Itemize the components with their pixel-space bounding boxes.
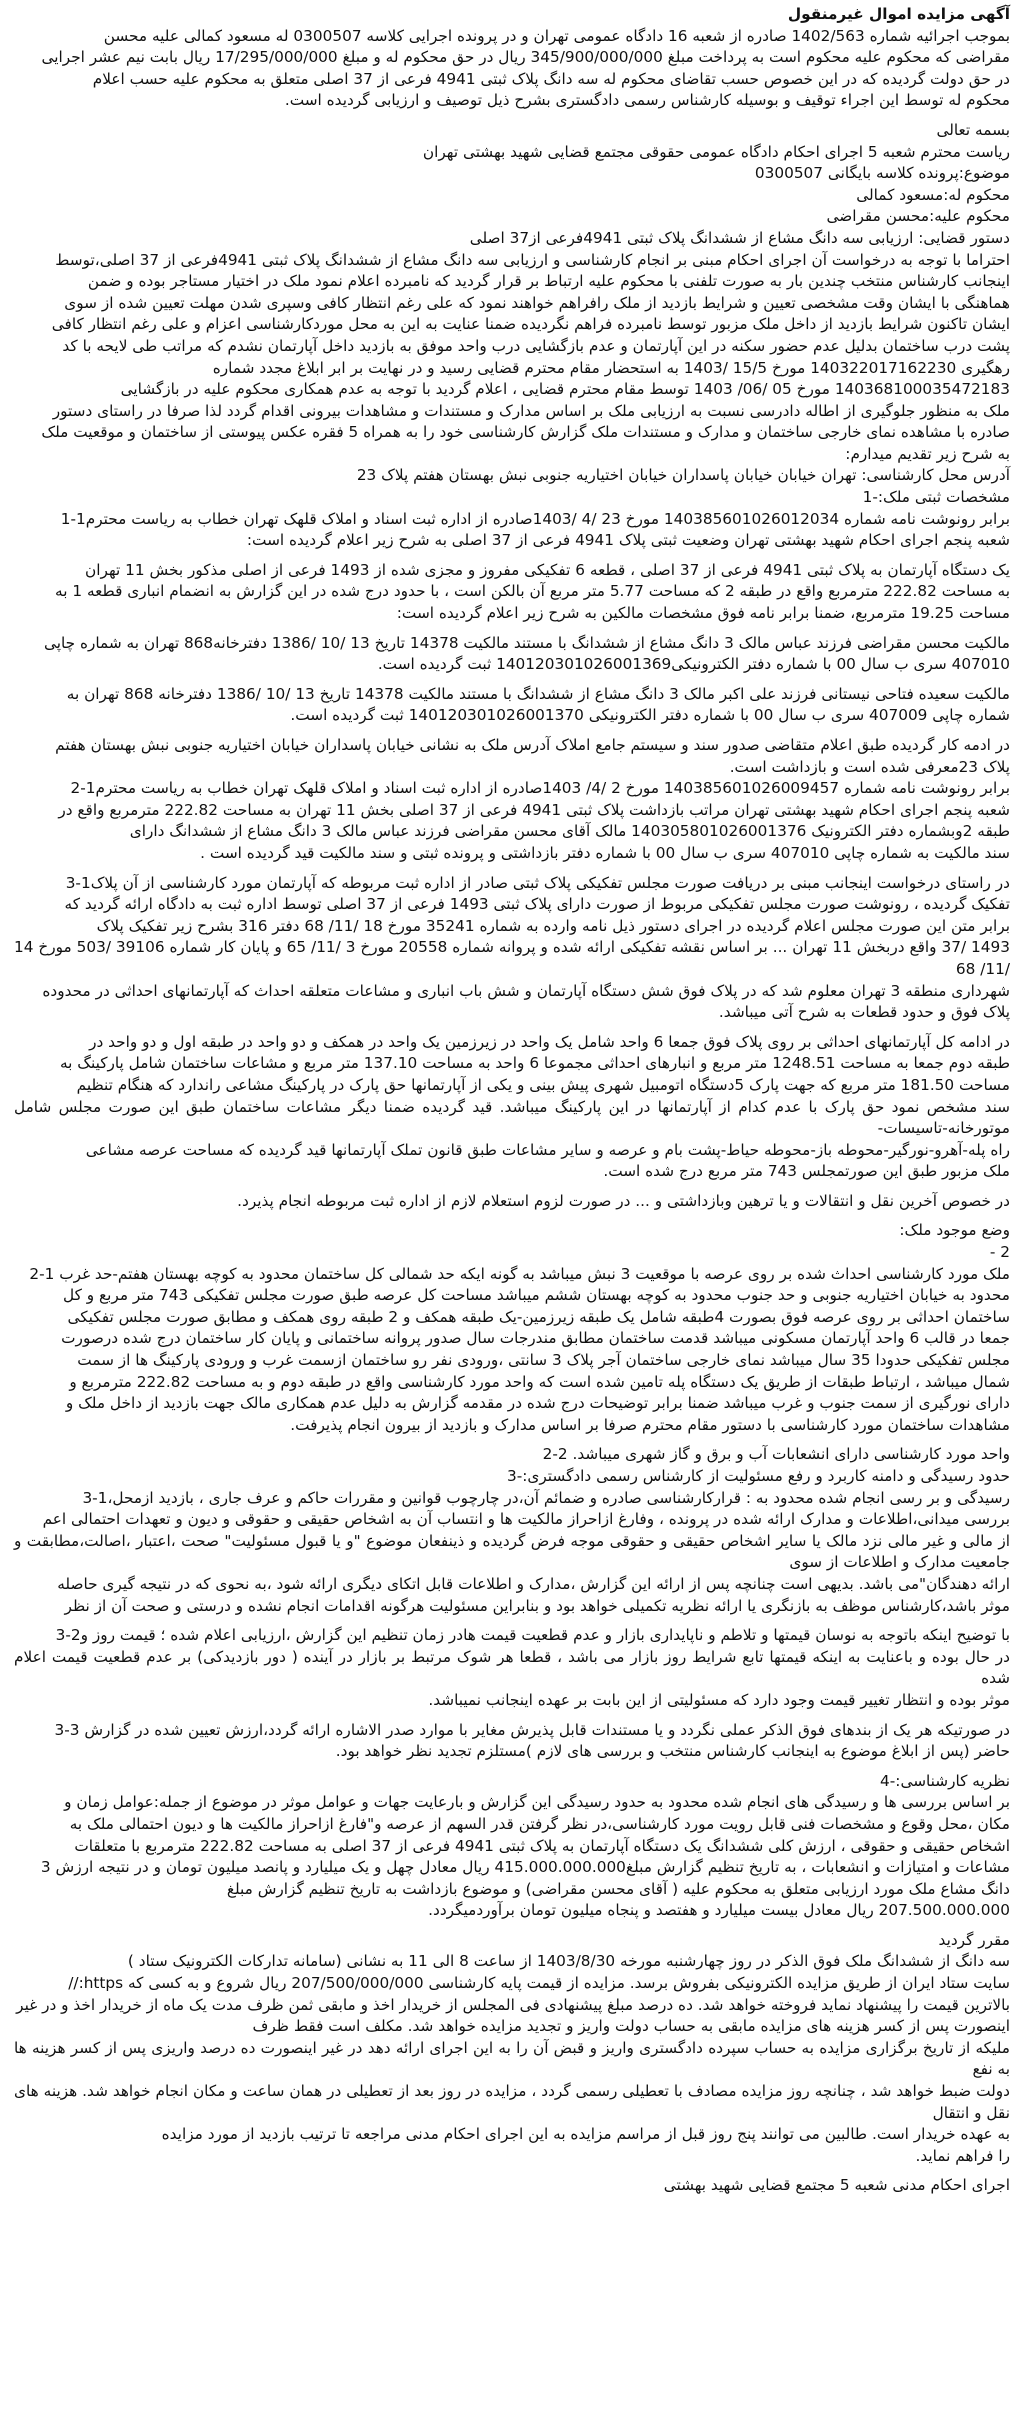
body-line: ملیکه از تاریخ برگزاری مزایده به حساب سپرده دادگستری واریز و قبض آن را به این اجرای ارائه دهد در غیر اینصورت ده درصد واریزی پس از کسر هزینه ها به نفع <box>14 2038 1010 2079</box>
body-line: موثر باشد،کارشناس موظف به بازنگری یا ارائه نظریه تکمیلی خواهد بود و بنابراین مسئولیت هرگونه اقدامات انجام نشده و درستی و صحت آن از نظر <box>64 1596 1010 1615</box>
body-line: شمال میباشد ، ارتباط طبقات از طریق یک دستگاه پله تامین شده است که واحد مورد کارشناسی واقع در طبقه دوم و به مساحت 222.82 مترمربع و <box>69 1372 1010 1391</box>
body-line: ملک مورد کارشناسی احداث شده بر روی عرصه با موقعیت 3 نبش میباشد به گونه ایکه حد شمالی کل ساختمان محدود به کوچه بهستان هفتم-حد غرب 1-2 <box>29 1264 1010 1283</box>
body-line: شماره چاپی 407009 سری ب سال 00 با شماره دفتر الکترونیکی 140120301026001370 ثبت گردیده است. <box>290 706 1010 725</box>
body-line: شعبه پنجم اجرای احکام شهید بهشتی تهران وضعیت ثبتی پلاک 4941 فرعی از 37 اصلی به شرح زیر اعلام گردیده است: <box>246 531 1010 550</box>
body-line: سند مشخص نمود حق پارک با عدم کدام از آپارتمانها در این پارکینگ میباشد. قید گردیده ضمنا دیگر مشاعات ساختمان طبق این صورت مجلس شامل موتورخانه-تاسیسات- <box>14 1097 1010 1138</box>
body-line: در حال بوده و باعنایت به اینکه قیمتها تابع شرایط روز بازار می باشد ، قطعا هر شوک مرتبط بر بازار در آینده ( دور بازدیدکی) بر عدم قطعیت قیمت اعلام شده <box>14 1647 1010 1688</box>
body-line: به شرح زیر تقدیم میدارم: <box>845 444 1010 463</box>
body-line: 2 - <box>989 1243 1010 1262</box>
body-line: جمعا در قالب 6 واحد آپارتمان مسکونی میباشد قدمت ساختمان مطابق مندرجات سال صدور پروانه ساختمانی و پایان کار ساختمان درج شده درصورت <box>61 1329 1010 1348</box>
paragraph-gap <box>14 1922 1010 1930</box>
body-line: از مالی و غیر مالی نزد مالک یا سایر اشخاص حقیقی و حقوقی موجه فرض گردیده و ذینفعان موضوع "و یا قبول مسئولیت" صحت ،اعتبار ،اصالت،مطابقت و جامعیت مدارک و اطلاعات از سوی <box>14 1531 1010 1572</box>
body-line: حاضر (پس از ابلاغ موضوع به اینجانب کارشناس منتخب و بررسی های لازم )مستلزم تجدید نظر خواهد بود. <box>335 1742 1010 1761</box>
body-line: مشخصات ثبتی ملک:-1 <box>862 488 1010 507</box>
body-line: بسمه تعالی <box>936 120 1010 139</box>
body-line: با توضیح اینکه باتوجه به نوسان قیمتها و تلاطم و ناپایداری بازار و عدم قطعیت قیمت هادر زمان تنظیم این گزارش ،ارزیابی اعلام شده ؛ قیمت روز و2-3 <box>55 1626 1010 1645</box>
body-line: ایشان تاکنون شرایط بازدید از داخل ملک مزبور توسط نامبرده فراهم نگردیده ضمنا عنایت به این به محل موردکارشناسی اعزام و علی رغم انتظار کافی <box>51 315 1010 334</box>
paragraph-gap <box>14 625 1010 633</box>
paragraph-gap <box>14 1436 1010 1444</box>
paragraph-gap <box>14 112 1010 120</box>
body-line: بالاترین قیمت را پیشنهاد نماید فروخته خواهد شد. ده درصد مبلغ پیشنهادی فی المجلس از خریدار اخذ و مابقی ثمن ظرف مدت یک ماه از خریدار اخذ و در غیر <box>16 1995 1010 2014</box>
body-line: رهگیری 140322017162230 مورخ 15/5 /1403 به استحضار مقام محترم قضایی رسید و در نهایت بر ابر ابلاغ مجدد شماره <box>212 358 1010 377</box>
body-line: 140368100035472183 مورخ 05 /06/ 1403 توسط مقام محترم قضایی ، اعلام گردید با توجه به عدم همکاری محکوم علیه در بازگشایی <box>120 380 1010 399</box>
body-line: تفکیک گردیده ، رونوشت صورت مجلس تفکیکی مربوط از صورت دارای پلاک ثبتی 1493 فرعی از 37 اصلی توسط اداره ثبت به دادگاه ارائه گردید که <box>64 895 1010 914</box>
body-line: ارائه دهندگان"می باشد. بدیهی است چنانچه پس از ارائه این گزارش ،مدارک و اطلاعات قابل اتکای دیگری ارائه شود ،به نحوی که در نتیجه گیری حاصله <box>57 1574 1010 1593</box>
body-line: سایت ستاد ایران از طریق مزایده الکترونیکی بفروش برسد. مزایده از قیمت پایه کارشناسی 207/500/000/000 ریال شروع و به کسی که https:// <box>68 1974 1010 1993</box>
body-line: بررسی میدانی،اطلاعات و مدارک ارائه شده در پرونده ، وفارغ ازاحراز مالکیت ها و انتساب آن به اشخاص حقیقی و حقوقی و دیون و تعهدات احتمالی اعم <box>42 1510 1010 1529</box>
body-line: اینصورت پس از کسر هزینه های مزایده مابقی به حساب دولت واریز و تجدید مزایده خواهد شد. مکلف است فقط ظرف <box>252 2017 1010 2036</box>
paragraph-gap <box>14 1212 1010 1220</box>
body-line: سند مالکیت به شماره چاپی 407010 سری ب سال 00 با شماره دفتر بازداشتی و پرونده ثبتی و سند مالکیت قید گردیده است . <box>200 843 1010 862</box>
body-line: موضوع:پرونده کلاسه بایگانی 0300507 <box>754 164 1010 183</box>
body-line: پشت درب ساختمان بدلیل عدم حضور سکنه در این آپارتمان و عدم بازگشایی درب واحد موفق به بازدید داخل آپارتمان نشدم که مراتب طی لایحه با کد <box>62 336 1010 355</box>
notice-title: آگهی مزایده اموال غیرمنقول <box>787 5 1010 23</box>
body-line: احتراما با توجه به درخواست آن اجرای احکام مبنی بر انجام کارشناسی و ارزیابی سه دانگ مشاع از ششدانگ پلاک ثبتی 4941فرعی از 37 اصلی،توسط <box>55 250 1010 269</box>
body-line: مقرر گردید <box>938 1930 1010 1949</box>
body-line: طبقه دوم جمعا به مساحت 1248.51 متر مربع و انبارهای احداثی مجموعا 6 واحد به مساحت 137.10 متر مربع و مشاعات ساختمان شامل پارکینگ به <box>59 1054 1010 1073</box>
body-line: 1493 /37 واقع دربخش 11 تهران ... بر اساس نقشه تفکیکی ارائه شده و پروانه شماره 20558 مورخ 3 /11/ 65 و پایان کار شماره 39106 /503 مورخ 14 /11/ 68 <box>14 938 1010 978</box>
paragraph-gap <box>14 2167 1010 2175</box>
body-line: در راستای درخواست اینجانب مبنی بر دریافت صورت مجلس تفکیکی پلاک ثبتی صادر از اداره ثبت مربوطه که آپارتمان مورد کارشناسی از آن پلاک1-3 <box>65 873 1010 892</box>
body-line: برابر رونوشت نامه شماره 140385601026009457 مورخ 2 /4/ 1403صادره از اداره ثبت اسناد و املاک قلهک تهران خطاب به ریاست محترم1-2 <box>70 779 1010 798</box>
body-line: دانگ مشاع ملک مورد ارزیابی متعلق به محکوم علیه ( آقای محسن مقراضی) و موضوع بازداشت به تاریخ تنظیم گزارش مبلغ <box>226 1879 1010 1898</box>
body-line: مساحت 181.50 متر مربع که جهت پارک 5دستگاه اتومبیل شهری پیش بینی و یکی از آپارتمانها حق پارک در پارکینگ مشاعی راندارد که هنگام تنظیم <box>76 1075 1010 1094</box>
body-line: به عهده خریدار است. طالبین می توانند پنج روز قبل از مراسم مزایده به این اجرای احکام مدنی مراجعه تا ترتیب بازدید از مورد مزایده <box>161 2125 1010 2144</box>
body-line: رسیدگی و بر رسی انجام شده محدود به : قرارکارشناسی صادره و ضمائم آن،در چارچوب قوانین و مقررات حاکم و عرف جاری ، بازدید ازمحل،1-3 <box>82 1488 1010 1507</box>
body-line: ساختمان احداثی بر روی عرصه فوق بصورت 4طبقه شامل یک طبقه زیرزمین-یک طبقه همکف و 2 طبقه روی همکف و مطابق صورت مجلس تفکیکی <box>67 1307 1010 1326</box>
body-line: محدود به خیابان اختیاریه جنوبی و حد جنوب محدود به کوچه بهستان ششم میباشد مساحت کل عرصه طبق صورت مجلس تفکیکی 743 متر مربع و کل <box>63 1286 1010 1305</box>
body-line: دارای نورگیری از سمت جنوب و غرب میباشد ضمنا برابر توضیحات درج شده در مقدمه گزارش به دلیل عدم همکاری مالک جهت بازدید از داخل ملک و <box>65 1394 1010 1413</box>
body-line: ملک مزبور طبق این صورتمجلس 743 متر مربع درج شده است. <box>603 1162 1010 1181</box>
body-line: 207.500.000.000 ریال معادل بیست میلیارد و هفتصد و پنجاه میلیون تومان برآوردمیگردد. <box>428 1901 1010 1920</box>
body-line: پلاک 23معرفی شده است و بازداشت است. <box>729 757 1010 776</box>
body-line: برابر متن این صورت مجلس اعلام گردیده در اجرای دستور ذیل نامه وارده به شماره 35241 مورخ 18 /11/ 68 دفتر 316 بشرح زیر تفکیک پلاک <box>96 916 1010 935</box>
paragraph-gap <box>14 676 1010 684</box>
body-line: ملک به منظور جلوگیری از اطاله دادرسی نسبت به ارزیابی ملک بر اساس مدارک و مستندات و مشاهدات بیرونی اقدام گردد لذا صرفا در راستای دستور <box>52 401 1010 420</box>
body-line: شعبه پنجم اجرای احکام شهید بهشتی تهران مراتب بازداشت پلاک ثبتی 4941 فرعی از 37 اصلی بخش 11 تهران به مساحت 222.82 مترمربع واقع در <box>58 800 1010 819</box>
body-line: مشاعات و امتیازات و انشعابات ، به تاریخ تنظیم گزارش مبلغ415.000.000.000 ریال معادل چهل و یک میلیارد و پانصد میلیون تومان و در نتیجه ارزش 3 <box>40 1858 1010 1877</box>
notice-body <box>14 26 1010 2197</box>
body-line: اشخاص حقیقی و حقوقی ، ارزش کلی ششدانگ یک دستگاه آپارتمان به پلاک ثبتی 4941 فرعی از 37 اصلی به مساحت 222.82 مترمربع با متعلقات <box>74 1836 1010 1855</box>
paragraph-gap <box>14 727 1010 735</box>
body-line: شهرداری منطقه 3 تهران معلوم شد که در پلاک فوق شش دستگاه آپارتمان و شش باب انباری و مشاعات متعلقه احداث که آپارتمانهای احداثی در محدوده <box>42 981 1010 1000</box>
body-line: را فراهم نماید. <box>915 2146 1010 2165</box>
body-line: در ادامه کل آپارتمانهای احداثی بر روی پلاک فوق جمعا 6 واحد شامل یک واحد در زیرزمین یک واحد در همکف و دو واحد در طبقه اول و دو واحد در <box>89 1032 1010 1051</box>
body-line: مالکیت محسن مقراضی فرزند عباس مالک 3 دانگ مشاع از ششدانگ با مستند مالکیت 14378 تاریخ 13 /10 /1386 دفترخانه868 تهران به شماره چاپی <box>43 633 1010 652</box>
body-line: مالکیت سعیده فتاحی نیستانی فرزند علی اکبر مالک 3 دانگ مشاع از ششدانگ با مستند مالکیت 14378 تاریخ 13 /10 /1386 دفترخانه 868 تهران به <box>66 684 1010 703</box>
body-line: در صورتیکه هر یک از بندهای فوق الذکر عملی نگردد و یا مستندات قابل پذیرش مغایر با موارد صدر الاشاره ارائه گردد،ارزش تعیین شده در گزارش 3-3 <box>54 1720 1010 1739</box>
body-line: ریاست محترم شعبه 5 اجرای احکام دادگاه عمومی حقوقی مجتمع قضایی شهید بهشتی تهران <box>422 142 1010 161</box>
body-line: محکوم له:مسعود کمالی <box>856 185 1010 204</box>
body-line: واحد مورد کارشناسی دارای انشعابات آب و برق و گاز شهری میباشد. 2-2 <box>542 1445 1010 1464</box>
body-line: در ادمه کار گردیده طبق اعلام متقاضی صدور سند و سیستم جامع املاک آدرس ملک به نشانی خیابان پاسداران خیابان اختیاریه جنوبی نبش بهستان هفتم <box>55 736 1010 754</box>
body-line: به مساحت 222.82 مترمربع واقع در طبقه 2 که مساحت 5.77 متر مربع آن بالکن است ، با حدود درج شده در این گزارش به انضمام انباری قطعه 1 به <box>55 582 1010 601</box>
body-line: مکان ،محل وقوع و مشخصات فنی قابل رویت مورد کارشناسی،در نظر گرفتن قدر السهم از عرصه و"فارغ ازاحراز مالکیت ها و دیون احتمالی ملک به <box>69 1814 1010 1833</box>
body-line: بر اساس بررسی ها و رسیدگی های انجام شده محدود به حدود رسیدگی این گزارش و بارعایت جهات و عوامل موثر در موضوع از جمله:عوامل زمان و <box>64 1793 1010 1812</box>
body-line: دولت ضبط خواهد شد ، چنانچه روز مزایده مصادف با تعطیلی رسمی گردد ، مزایده در روز بعد از تعطیلی در همان ساعت و مکان انجام خواهد شد. هزینه های نقل و انتقال <box>14 2082 1010 2122</box>
body-line: مقراضی که محکوم علیه محکوم است به پرداخت مبلغ 345/900/000/000 ریال در حق محکوم له و مبلغ 17/295/000/000 ریال بابت نیم عشر اجرایی <box>41 48 1010 67</box>
paragraph-gap <box>14 1024 1010 1032</box>
body-line: مجلس تفکیکی حدودا 35 سال میباشد نمای خارجی ساختمان آجر پلاک 3 سانتی ،ورودی نفر رو ساختمان ازسمت غرب و ورودی پارکینگ ها از سمت <box>77 1351 1010 1370</box>
body-line: یک دستگاه آپارتمان به پلاک ثبتی 4941 فرعی از 37 اصلی ، قطعه 6 تفکیکی مفروز و مجزی شده از 1493 فرعی از اصلی مذکور بخش 11 تهران <box>85 560 1010 579</box>
body-line: اجرای احکام مدنی شعبه 5 مجتمع قضایی شهید بهشتی <box>663 2176 1010 2195</box>
body-line: پلاک فوق و حدود قطعات به شرح آتی میباشد. <box>718 1003 1010 1022</box>
body-line: وضع موجود ملک: <box>899 1221 1010 1240</box>
paragraph-gap <box>14 865 1010 873</box>
paragraph-gap <box>14 1183 1010 1191</box>
body-line: مشاهدات ساختمان مورد کارشناسی با دستور مقام محترم صرفا بر اساس مدارک و بازدید از بیرون انجام پذیرفت. <box>290 1415 1010 1434</box>
body-line: صادره با مشاهده نمای خارجی ساختمان و مدارک و مستندات ملک گزارش کارشناسی خود را به همراه 5 فقره عکس پیوستی از ساختمان و موقعیت ملک <box>41 423 1010 442</box>
body-line: راه پله-آهرو-نورگیر-محوطه باز-محوطه حیاط-پشت بام و عرصه و سایر مشاعات طبق قانون تملک آپارتمانها قید گردیده که مساحت عرصه مشاعی <box>85 1140 1010 1159</box>
body-line: موثر بوده و انتظار تغییر قیمت وجود دارد که مسئولیتی از این بابت بر عهده اینجانب نمیباشد. <box>428 1690 1010 1709</box>
body-line: بموجب اجرائیه شماره 1402/563 صادره از شعبه 16 دادگاه عمومی تهران و در پرونده اجرایی کلاسه 0300507 له مسعود کمالی علیه محسن <box>103 26 1010 45</box>
body-line: سه دانگ از ششدانگ ملک فوق الذکر در روز چهارشنبه مورخه 1403/8/30 از ساعت 8 الی 11 به نشانی (سامانه تدارکات الکترونیک ستاد ) <box>127 1952 1010 1971</box>
body-line: حدود رسیدگی و دامنه کاربرد و رفع مسئولیت از کارشناس رسمی دادگستری:-3 <box>506 1467 1010 1485</box>
paragraph-gap <box>14 552 1010 560</box>
body-line: آدرس محل کارشناسی: تهران خیابان خیابان پاسداران خیابان اختیاریه جنوبی نبش بهستان هفتم پلاک 23 <box>356 466 1010 485</box>
body-line: دستور قضایی: ارزیابی سه دانگ مشاع از ششدانگ پلاک ثبتی 4941فرعی از37 اصلی <box>469 228 1010 247</box>
body-line: هماهنگی با ایشان وقت مشخصی تعیین و شرایط بازدید از ملک رافراهم خواهند نمود که علی رغم انتظار کافی وسپری شدن مهلت تعیین شده از سوی <box>64 293 1010 312</box>
body-line: در حق دولت گردیده که در این خصوص حسب تقاضای محکوم له سه دانگ پلاک ثبتی 4941 فرعی از 37 اصلی متعلق به محکوم علیه حسب اعلام <box>92 69 1010 88</box>
body-line: محکوم علیه:محسن مقراضی <box>826 207 1010 226</box>
body-line: مساحت 19.25 مترمربع، ضمنا برابر نامه فوق مشخصات مالکین به شرح زیر اعلام گردیده است: <box>396 604 1010 623</box>
body-line: 407010 سری ب سال 00 با شماره دفتر الکترونیکی140120301026001369 ثبت گردیده است. <box>377 655 1010 674</box>
body-line: اینجانب کارشناس منتخب چندین بار به صورت تلفنی با محکوم علیه ارتباط بر قرار گردید که نامبرده اعلام نمود ملک در اختیار مستاجر بوده و ضمن <box>87 272 1010 291</box>
body-line: طبقه 2وبشماره دفتر الکترونیک 140305801026001376 مالک آقای محسن مقراضی فرزند عباس مالک 3 دانگ مشاع از ششدانگ دارای <box>129 822 1010 841</box>
paragraph-gap <box>14 1617 1010 1625</box>
body-line: نظریه کارشناسی:-4 <box>880 1771 1010 1790</box>
body-line: در خصوص آخرین نقل و انتقالات و یا ترهین وبازداشتی و ... در صورت لزوم استعلام لازم از اداره ثبت مربوطه انجام پذیرد. <box>237 1191 1010 1210</box>
body-line: برابر رونوشت نامه شماره 140385601026012034 مورخ 23 /4 /1403صادره از اداره ثبت اسناد و املاک قلهک تهران خطاب به ریاست محترم1-1 <box>60 509 1010 528</box>
paragraph-gap <box>14 1712 1010 1720</box>
body-line: محکوم له توسط این اجراء توقیف و بوسیله کارشناس رسمی دادگستری بشرح ذیل توصیف و ارزیابی گردیده است. <box>284 91 1010 110</box>
paragraph-gap <box>14 1763 1010 1771</box>
